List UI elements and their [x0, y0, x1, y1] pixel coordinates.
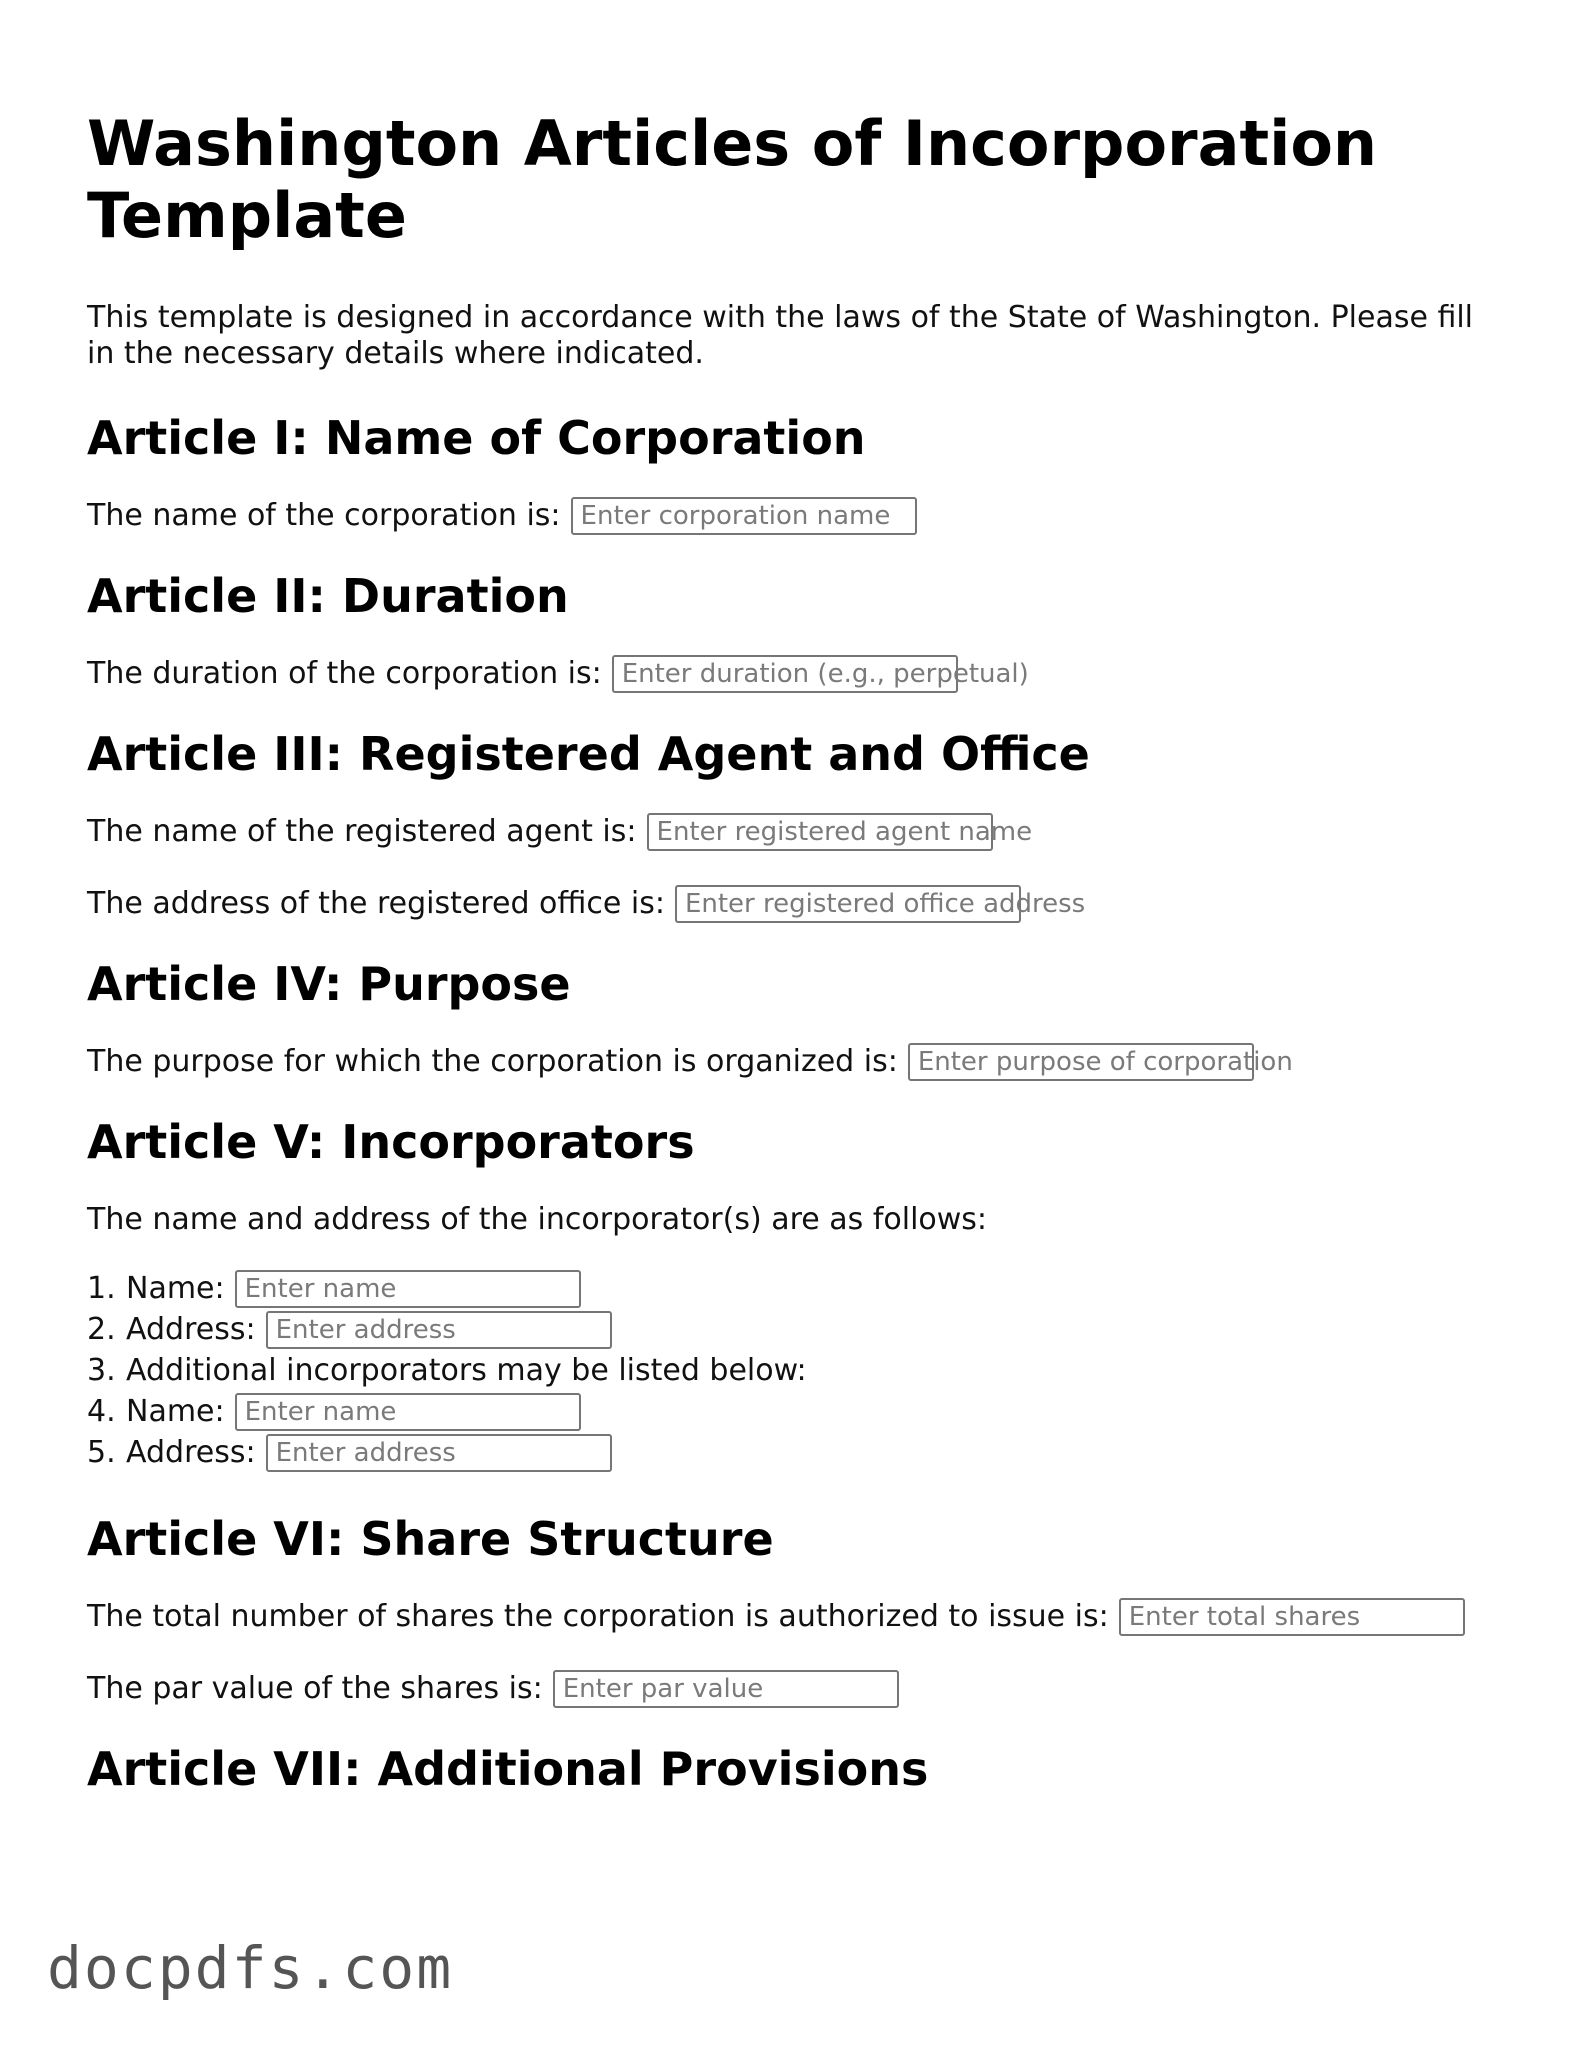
par-value-label: The par value of the shares is:	[87, 1671, 543, 1706]
additional-incorporator-name-input[interactable]: Enter name	[235, 1393, 581, 1431]
article-5-heading: Article V: Incorporators	[87, 1115, 695, 1169]
page-title: Washington Articles of Incorporation Template	[87, 107, 1378, 252]
duration-input[interactable]: Enter duration (e.g., perpetual)	[612, 655, 958, 693]
intro-text: This template is designed in accordance with the laws of the State of Washington. Please fill in the necessary details where indicated.	[87, 300, 1474, 371]
par-value-row	[87, 1669, 1507, 1709]
registered-agent-row	[87, 812, 1507, 852]
document-page	[87, 108, 1507, 1827]
list-item	[87, 1391, 1507, 1432]
corporation-name-label: The name of the corporation is:	[87, 498, 561, 533]
article-6-heading: Article VI: Share Structure	[87, 1512, 774, 1566]
list-item-number: 2.	[87, 1312, 116, 1347]
registered-office-label: The address of the registered office is:	[87, 886, 665, 921]
incorporators-list	[87, 1268, 1507, 1473]
incorporator-name-label: Name:	[126, 1271, 225, 1306]
additional-incorporator-name-label: Name:	[126, 1394, 225, 1429]
purpose-row	[87, 1042, 1507, 1082]
article-4-heading: Article IV: Purpose	[87, 957, 571, 1011]
duration-row	[87, 654, 1507, 694]
incorporators-intro-label: The name and address of the incorporator(s) are as follows:	[87, 1202, 988, 1237]
purpose-input[interactable]: Enter purpose of corporation	[908, 1043, 1254, 1081]
incorporator-name-input[interactable]: Enter name	[235, 1270, 581, 1308]
article-3-heading: Article III: Registered Agent and Office	[87, 727, 1090, 781]
registered-agent-input[interactable]: Enter registered agent name	[647, 813, 993, 851]
list-item-number: 4.	[87, 1394, 116, 1429]
purpose-label: The purpose for which the corporation is organized is:	[87, 1044, 898, 1079]
total-shares-input[interactable]: Enter total shares	[1119, 1598, 1465, 1636]
additional-incorporator-address-input[interactable]: Enter address	[266, 1434, 612, 1472]
list-item	[87, 1432, 1507, 1473]
article-1-heading: Article I: Name of Corporation	[87, 411, 866, 465]
total-shares-row	[87, 1597, 1507, 1637]
article-7-heading: Article VII: Additional Provisions	[87, 1742, 929, 1796]
article-2-heading: Article II: Duration	[87, 569, 569, 623]
registered-office-input[interactable]: Enter registered office address	[675, 885, 1021, 923]
incorporator-address-input[interactable]: Enter address	[266, 1311, 612, 1349]
additional-incorporator-address-label: Address:	[126, 1435, 256, 1470]
registered-office-row	[87, 884, 1507, 924]
incorporators-intro-row	[87, 1200, 1507, 1240]
list-item-number: 5.	[87, 1435, 116, 1470]
par-value-input[interactable]: Enter par value	[553, 1670, 899, 1708]
watermark-text: docpdfs.com	[47, 1934, 454, 2002]
list-item-number: 1.	[87, 1271, 116, 1306]
registered-agent-label: The name of the registered agent is:	[87, 814, 637, 849]
list-item	[87, 1268, 1507, 1309]
list-item	[87, 1309, 1507, 1350]
duration-label: The duration of the corporation is:	[87, 656, 602, 691]
list-item	[87, 1350, 1507, 1391]
incorporator-address-label: Address:	[126, 1312, 256, 1347]
corporation-name-row	[87, 496, 1507, 536]
corporation-name-input[interactable]: Enter corporation name	[571, 497, 917, 535]
list-item-number: 3.	[87, 1353, 116, 1388]
additional-incorporators-note: Additional incorporators may be listed below:	[126, 1353, 807, 1388]
total-shares-label: The total number of shares the corporation is authorized to issue is:	[87, 1599, 1109, 1634]
